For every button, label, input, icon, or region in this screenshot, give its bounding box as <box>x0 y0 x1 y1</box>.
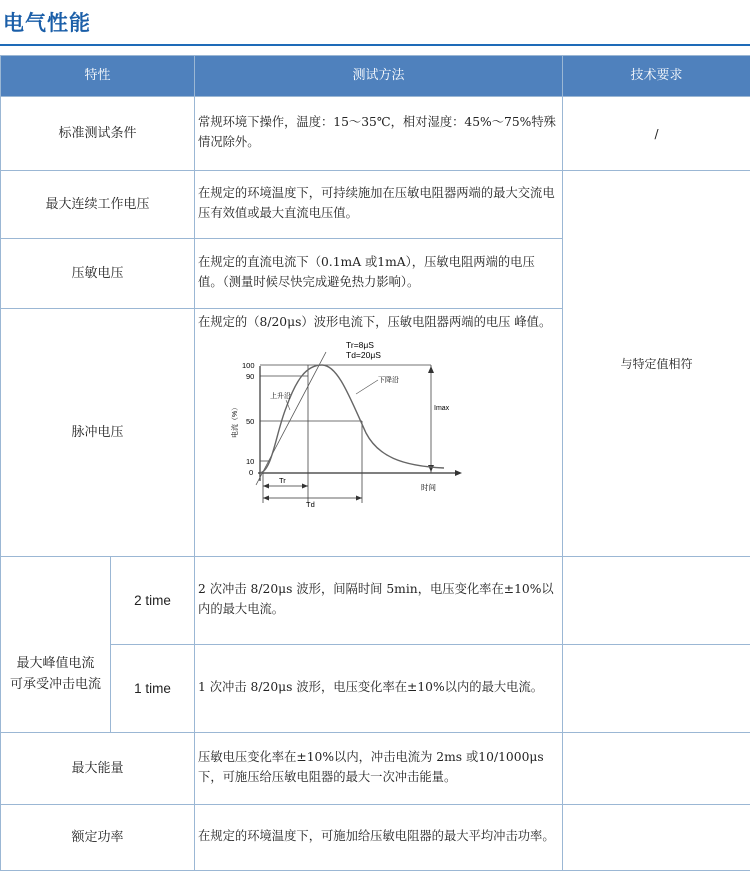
method-text: 2 次冲击 8/20μs 波形，间隔时间 5min，电压变化率在±10%以内的最大电流。 <box>198 582 554 616</box>
header-requirement: 技术要求 <box>563 56 750 97</box>
table-row <box>1 733 750 805</box>
x-axis-label: 时间 <box>421 483 437 492</box>
method-cell <box>195 171 563 239</box>
y-tick: 100 <box>242 361 255 370</box>
method-text: 在规定的环境温度下，可持续施加在压敏电阻器两端的最大交流电压有效值或最大直流电压值。 <box>198 186 555 220</box>
method-text: 1 次冲击 8/20μs 波形，电压变化率在±10%以内的最大电流。 <box>198 680 544 694</box>
property-cell: 标准测试条件 <box>1 97 195 171</box>
requirement-cell <box>563 557 750 645</box>
sub-condition-cell: 1 time <box>111 645 195 733</box>
property-cell <box>1 557 111 733</box>
y-tick: 0 <box>249 468 254 477</box>
title-divider <box>0 44 750 46</box>
requirement-cell <box>563 805 750 871</box>
y-tick: 90 <box>246 372 255 381</box>
y-tick: 10 <box>246 457 255 466</box>
property-cell: 最大连续工作电压 <box>1 171 195 239</box>
legend-td: Td=20μS <box>346 350 381 360</box>
fall-label-pointer <box>356 380 378 394</box>
header-property: 特性 <box>1 56 195 97</box>
method-cell <box>195 645 563 733</box>
x-axis-arrow <box>455 470 462 476</box>
y-tick: 50 <box>246 417 255 426</box>
property-line: 可承受冲击电流 <box>9 677 101 692</box>
method-text: 在规定的环境温度下，可施加给压敏电阻器的最大平均冲击功率。 <box>198 829 555 843</box>
property-cell: 脉冲电压 <box>1 309 195 557</box>
method-cell <box>195 239 563 309</box>
fall-label: 下降沿 <box>378 377 400 384</box>
tr-label: Tr <box>279 476 286 485</box>
requirement-merged-cell: 与特定值相符 <box>563 171 750 557</box>
tr-arrow-right <box>302 484 308 489</box>
method-text: 在规定的直流电流下（0.1mA 或1mA），压敏电阻两端的电压值。（测量时候尽快完成避免热力影响）。 <box>198 255 535 289</box>
method-text: 压敏电压变化率在±10%以内，冲击电流为 2ms 或10/1000μs 下，可施压给压敏电阻器的最大一次冲击能量。 <box>198 750 544 784</box>
legend-tr: Tr=8μS <box>346 340 374 350</box>
imax-label: Imax <box>434 405 450 412</box>
y-axis-label: 电流（%） <box>232 403 240 438</box>
sub-condition-cell: 2 time <box>111 557 195 645</box>
td-label: Td <box>306 500 315 509</box>
td-arrow-left <box>263 496 269 501</box>
method-cell <box>195 733 563 805</box>
waveform-diagram <box>226 338 476 513</box>
property-cell: 额定功率 <box>1 805 195 871</box>
imax-arrow-up <box>428 366 434 373</box>
electrical-properties-table <box>0 55 750 871</box>
table-row <box>1 97 750 171</box>
waveform-curve <box>260 365 444 473</box>
method-text: 在规定的（8/20μs）波形电流下，压敏电阻器两端的电压 峰值。 <box>198 315 552 329</box>
requirement-cell: / <box>563 97 750 171</box>
rise-label: 上升沿 <box>270 393 292 400</box>
table-row <box>1 171 750 239</box>
method-text: 常规环境下操作，温度：15～35℃，相对湿度：45%～75%特殊情况除外。 <box>198 115 556 149</box>
method-cell <box>195 805 563 871</box>
table-row <box>1 557 750 645</box>
method-cell <box>195 97 563 171</box>
requirement-cell <box>563 645 750 733</box>
table-row <box>1 645 750 733</box>
method-cell <box>195 557 563 645</box>
header-method: 测试方法 <box>195 56 563 97</box>
page-title: 电气性能 <box>3 11 91 35</box>
method-cell <box>195 309 563 557</box>
property-cell: 最大能量 <box>1 733 195 805</box>
table-header-row <box>1 56 750 97</box>
rise-tangent-line <box>256 352 326 485</box>
property-line: 最大峰值电流 <box>16 656 95 671</box>
table-row <box>1 805 750 871</box>
requirement-cell <box>563 733 750 805</box>
property-cell: 压敏电压 <box>1 239 195 309</box>
tr-arrow-left <box>263 484 269 489</box>
td-arrow-right <box>356 496 362 501</box>
imax-arrow-down <box>428 465 434 472</box>
